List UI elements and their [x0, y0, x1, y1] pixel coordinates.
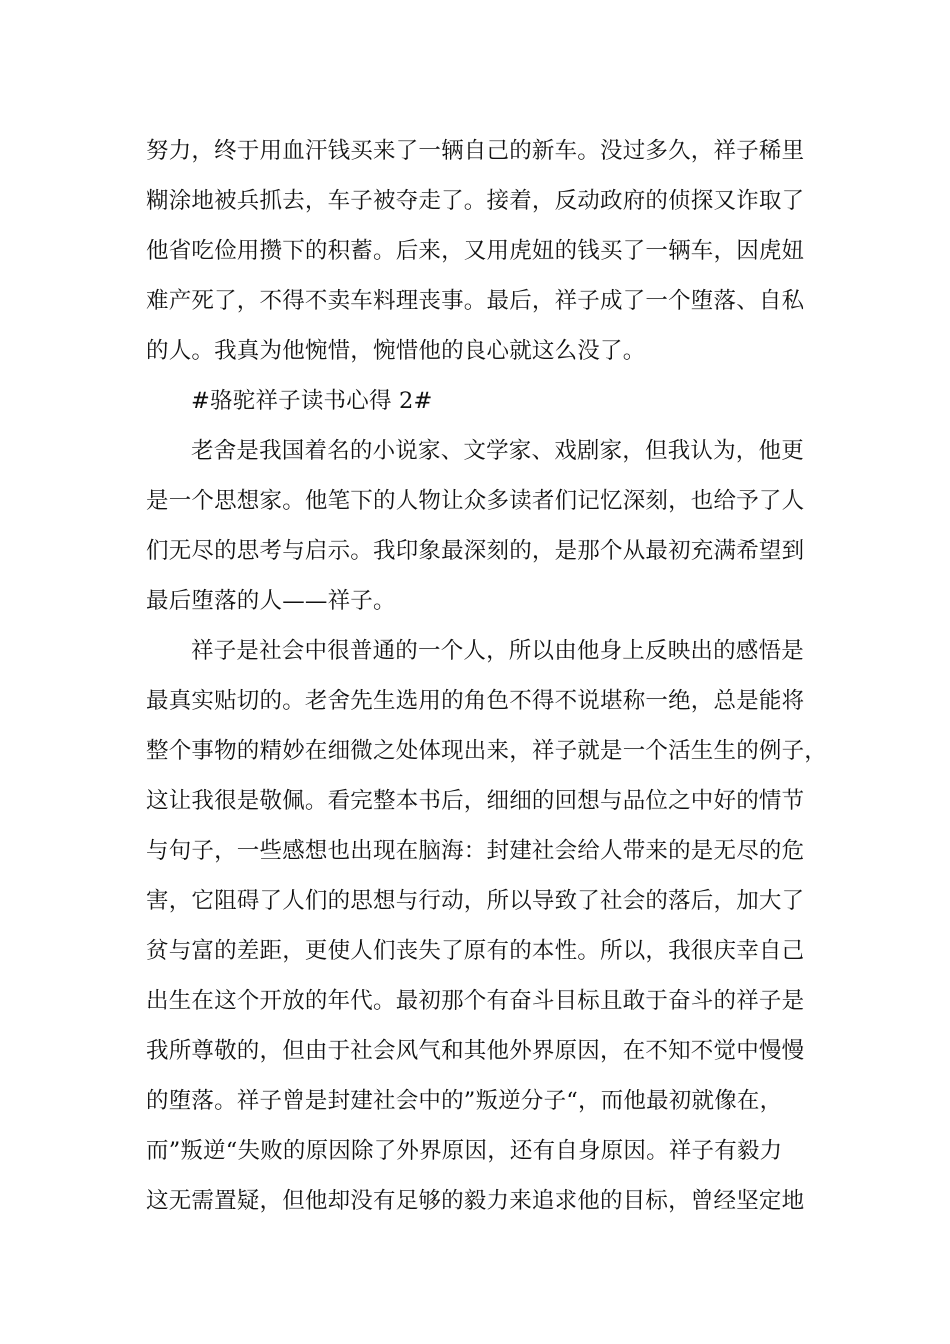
text-line: 整个事物的精妙在细微之处体现出来，祥子就是一个活生生的例子，	[146, 738, 828, 764]
text-line: 老舍是我国着名的小说家、文学家、戏剧家，但我认为，他更	[191, 438, 804, 464]
text-line: 我所尊敬的，但由于社会风气和其他外界原因，在不知不觉中慢慢	[146, 1038, 805, 1064]
text-line: 们无尽的思考与启示。我印象最深刻的，是那个从最初充满希望到	[146, 538, 805, 564]
text-line: 糊涂地被兵抓去，车子被夺走了。接着，反动政府的侦探又诈取了	[146, 188, 805, 214]
text-line: 而”叛逆“失败的原因除了外界原因，还有自身原因。祥子有毅力	[146, 1138, 783, 1164]
text-line: 最真实贴切的。老舍先生选用的角色不得不说堪称一绝，总是能将	[146, 688, 805, 714]
text-line: 难产死了，不得不卖车料理丧事。最后，祥子成了一个堕落、自私	[146, 288, 805, 314]
text-line: 他省吃俭用攒下的积蓄。后来，又用虎妞的钱买了一辆车，因虎妞	[146, 238, 805, 264]
text-line: 害，它阻碍了人们的思想与行动，所以导致了社会的落后，加大了	[146, 888, 805, 914]
text-line: 最后堕落的人——祥子。	[146, 588, 396, 614]
text-line: 努力，终于用血汗钱买来了一辆自己的新车。没过多久，祥子稀里	[146, 138, 805, 164]
text-line: 与句子，一些感想也出现在脑海：封建社会给人带来的是无尽的危	[146, 838, 805, 864]
text-line: 贫与富的差距，更使人们丧失了原有的本性。所以，我很庆幸自己	[146, 938, 805, 964]
section-heading: #骆驼祥子读书心得 2#	[191, 388, 433, 414]
text-line: 的人。我真为他惋惜，惋惜他的良心就这么没了。	[146, 338, 646, 364]
text-line: 出生在这个开放的年代。最初那个有奋斗目标且敢于奋斗的祥子是	[146, 988, 805, 1014]
text-line: 的堕落。祥子曾是封建社会中的”叛逆分子“，而他最初就像在，	[146, 1088, 783, 1114]
text-line: 祥子是社会中很普通的一个人，所以由他身上反映出的感悟是	[191, 638, 804, 664]
text-line: 这让我很是敬佩。看完整本书后，细细的回想与品位之中好的情节	[146, 788, 805, 814]
text-line: 是一个思想家。他笔下的人物让众多读者们记忆深刻，也给予了人	[146, 488, 805, 514]
text-line: 这无需置疑，但他却没有足够的毅力来追求他的目标，曾经坚定地	[146, 1188, 805, 1214]
